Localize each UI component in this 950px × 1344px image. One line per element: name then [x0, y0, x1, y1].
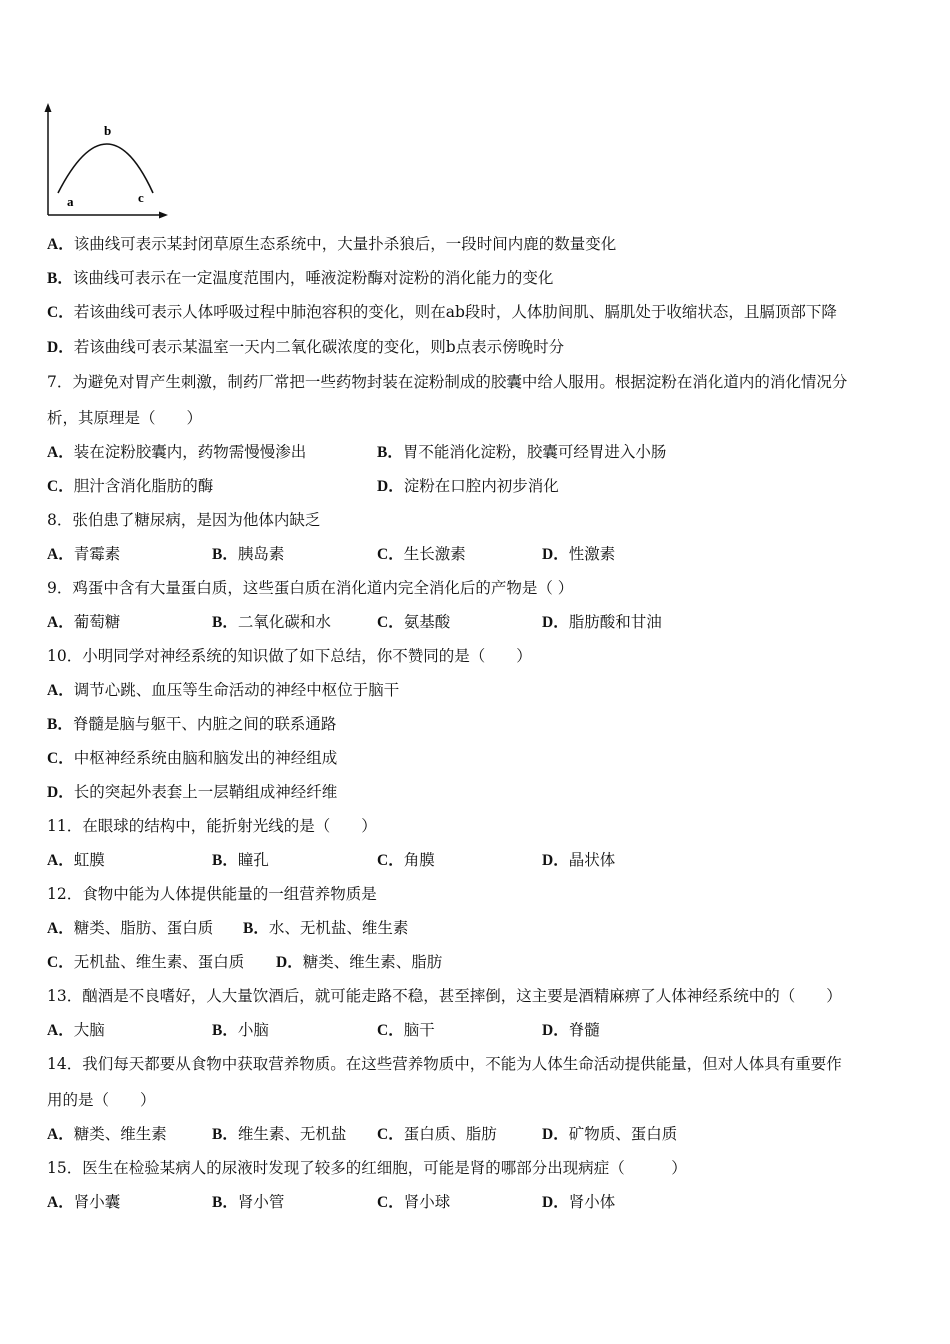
q10-option-d — [47, 782, 337, 803]
q10-stem: 10．小明同学对神经系统的知识做了如下总结，你不赞同的是（ ） — [47, 647, 532, 665]
option-label: A． — [47, 1022, 74, 1039]
q6-option-a — [47, 234, 616, 255]
q10-option-c — [47, 748, 337, 769]
q9-option-b — [212, 612, 331, 633]
option-label: A． — [47, 920, 74, 937]
q15-option-d — [542, 1192, 615, 1213]
option-label: A． — [47, 682, 74, 699]
option-text: 大脑 — [73, 1021, 105, 1039]
option-text: 虹膜 — [73, 851, 105, 869]
option-label: A． — [47, 852, 74, 869]
option-text: 脂肪酸和甘油 — [568, 613, 662, 631]
option-text: 氨基酸 — [403, 613, 451, 631]
x-axis-arrow — [159, 212, 168, 219]
y-axis-arrow — [45, 103, 52, 112]
option-text: 胃不能消化淀粉，胶囊可经胃进入小肠 — [402, 443, 667, 461]
point-label-b: b — [104, 123, 112, 138]
q8-option-d — [542, 544, 615, 565]
option-label: C． — [47, 954, 74, 971]
q11-option-a — [47, 850, 105, 871]
q15-option-a — [47, 1192, 120, 1213]
option-label: A． — [47, 614, 74, 631]
option-text: 维生素、无机盐 — [237, 1125, 347, 1143]
q9-stem: 9．鸡蛋中含有大量蛋白质，这些蛋白质在消化道内完全消化后的产物是（ ） — [47, 579, 574, 597]
q11-option-c — [377, 850, 435, 871]
option-text: 脑干 — [403, 1021, 435, 1039]
option-text: 调节心跳、血压等生命活动的神经中枢位于脑干 — [73, 681, 400, 699]
q8-option-b — [212, 544, 284, 565]
option-text: 二氧化碳和水 — [237, 613, 331, 631]
q14-option-a — [47, 1124, 167, 1145]
point-label-a: a — [67, 194, 74, 209]
option-text: 小脑 — [237, 1021, 269, 1039]
option-text: 肾小囊 — [73, 1193, 121, 1211]
option-text: 无机盐、维生素、蛋白质 — [73, 953, 245, 971]
option-text: 肾小管 — [237, 1193, 285, 1211]
option-text: 矿物质、蛋白质 — [568, 1125, 678, 1143]
option-text: 长的突起外表套上一层鞘组成神经纤维 — [73, 783, 338, 801]
option-label: C． — [377, 614, 404, 631]
q14-option-b — [212, 1124, 346, 1145]
q12-stem: 12．食物中能为人体提供能量的一组营养物质是 — [47, 885, 377, 903]
q12-option-a — [47, 918, 213, 939]
option-text: 装在淀粉胶囊内，药物需慢慢渗出 — [73, 443, 307, 461]
q12-option-c — [47, 952, 244, 973]
option-label: A． — [47, 1194, 74, 1211]
option-text: 该曲线可表示某封闭草原生态系统中，大量扑杀狼后，一段时间内鹿的数量变化 — [73, 235, 617, 253]
option-label: B． — [212, 852, 238, 869]
option-label: D． — [47, 784, 74, 801]
option-label: C． — [377, 1126, 404, 1143]
option-text: 瞳孔 — [237, 851, 269, 869]
option-text: 胆汁含消化脂肪的酶 — [73, 477, 214, 495]
option-text: 肾小球 — [403, 1193, 451, 1211]
option-label: D． — [377, 478, 404, 495]
q12-option-b — [243, 918, 408, 939]
q15-option-b — [212, 1192, 284, 1213]
q12-option-d — [276, 952, 442, 973]
q13-option-b — [212, 1020, 269, 1041]
option-text: 淀粉在口腔内初步消化 — [403, 477, 559, 495]
q8-option-a — [47, 544, 120, 565]
option-text: 若该曲线可表示某温室一天内二氧化碳浓度的变化，则b点表示傍晚时分 — [73, 338, 565, 356]
option-label: B． — [47, 716, 73, 733]
option-text: 脊髓 — [568, 1021, 600, 1039]
q11-option-d — [542, 850, 615, 871]
option-text: 肾小体 — [568, 1193, 616, 1211]
option-label: C． — [377, 852, 404, 869]
q11-option-b — [212, 850, 269, 871]
q6-option-b — [47, 268, 553, 289]
curve-graph — [38, 100, 178, 225]
q10-option-a — [47, 680, 399, 701]
option-label: B． — [377, 444, 403, 461]
q14-stem-line1: 14．我们每天都要从食物中获取营养物质。在这些营养物质中，不能为人体生命活动提供能量，但对人体具有重要作 — [47, 1055, 842, 1073]
option-label: B． — [212, 1126, 238, 1143]
option-text: 青霉素 — [73, 545, 121, 563]
option-label: B． — [212, 1194, 238, 1211]
q9-option-a — [47, 612, 120, 633]
option-text: 糖类、脂肪、蛋白质 — [73, 919, 214, 937]
point-label-c: c — [138, 190, 144, 205]
q8-stem: 8．张伯患了糖尿病，是因为他体内缺乏 — [47, 511, 321, 529]
q14-stem-line2: 用的是（ ） — [47, 1091, 156, 1109]
option-label: C． — [377, 546, 404, 563]
q14-option-d — [542, 1124, 677, 1145]
q11-stem: 11．在眼球的结构中，能折射光线的是（ ） — [47, 817, 377, 835]
option-text: 角膜 — [403, 851, 435, 869]
q6-option-d — [47, 337, 564, 358]
option-label: A． — [47, 444, 74, 461]
option-label: D． — [542, 1126, 569, 1143]
option-text: 水、无机盐、维生素 — [268, 919, 409, 937]
option-label: D． — [276, 954, 303, 971]
option-text: 性激素 — [568, 545, 616, 563]
option-label: A． — [47, 236, 74, 253]
curve-figure — [38, 100, 178, 225]
option-label: B． — [212, 1022, 238, 1039]
option-label: C． — [377, 1194, 404, 1211]
q14-option-c — [377, 1124, 497, 1145]
q9-option-d — [542, 612, 662, 633]
option-label: C． — [47, 304, 74, 321]
option-text: 该曲线可表示在一定温度范围内，唾液淀粉酶对淀粉的消化能力的变化 — [72, 269, 554, 287]
option-text: 糖类、维生素 — [73, 1125, 167, 1143]
q13-option-c — [377, 1020, 435, 1041]
curve-line — [58, 144, 153, 193]
option-text: 葡萄糖 — [73, 613, 121, 631]
option-text: 糖类、维生素、脂肪 — [302, 953, 443, 971]
q13-option-a — [47, 1020, 105, 1041]
option-label: D． — [542, 614, 569, 631]
option-text: 中枢神经系统由脑和脑发出的神经组成 — [73, 749, 338, 767]
q7-stem-line2: 析，其原理是（ ） — [47, 409, 203, 427]
option-label: B． — [212, 546, 238, 563]
option-label: A． — [47, 1126, 74, 1143]
option-label: D． — [542, 1022, 569, 1039]
option-label: D． — [47, 339, 74, 356]
option-label: D． — [542, 546, 569, 563]
q7-option-d — [377, 476, 559, 497]
q8-option-c — [377, 544, 466, 565]
option-text: 晶状体 — [568, 851, 616, 869]
q15-stem: 15．医生在检验某病人的尿液时发现了较多的红细胞，可能是肾的哪部分出现病症（ ） — [47, 1159, 687, 1177]
q10-option-b — [47, 714, 336, 735]
q7-option-a — [47, 442, 306, 463]
option-label: B． — [212, 614, 238, 631]
q9-option-c — [377, 612, 450, 633]
option-text: 蛋白质、脂肪 — [403, 1125, 497, 1143]
option-text: 胰岛素 — [237, 545, 285, 563]
option-label: C． — [47, 478, 74, 495]
q7-option-c — [47, 476, 213, 497]
option-text: 脊髓是脑与躯干、内脏之间的联系通路 — [72, 715, 337, 733]
q13-option-d — [542, 1020, 600, 1041]
q6-option-c — [47, 302, 837, 323]
q13-stem: 13．酗酒是不良嗜好，人大量饮酒后，就可能走路不稳，甚至摔倒，这主要是酒精麻痹了人体神经系统中的（ ） — [47, 987, 842, 1005]
option-label: B． — [243, 920, 269, 937]
option-label: D． — [542, 852, 569, 869]
option-text: 生长激素 — [403, 545, 466, 563]
option-label: C． — [47, 750, 74, 767]
option-label: A． — [47, 546, 74, 563]
option-text: 若该曲线可表示人体呼吸过程中肺泡容积的变化，则在ab段时，人体肋间肌、膈肌处于收缩状态，且膈顶部下降 — [73, 303, 837, 321]
q7-stem-line1: 7．为避免对胃产生刺激，制药厂常把一些药物封装在淀粉制成的胶囊中给人服用。根据淀粉在消化道内的消化情况分 — [47, 373, 848, 391]
q15-option-c — [377, 1192, 450, 1213]
option-label: C． — [377, 1022, 404, 1039]
q7-option-b — [377, 442, 666, 463]
option-label: B． — [47, 270, 73, 287]
option-label: D． — [542, 1194, 569, 1211]
